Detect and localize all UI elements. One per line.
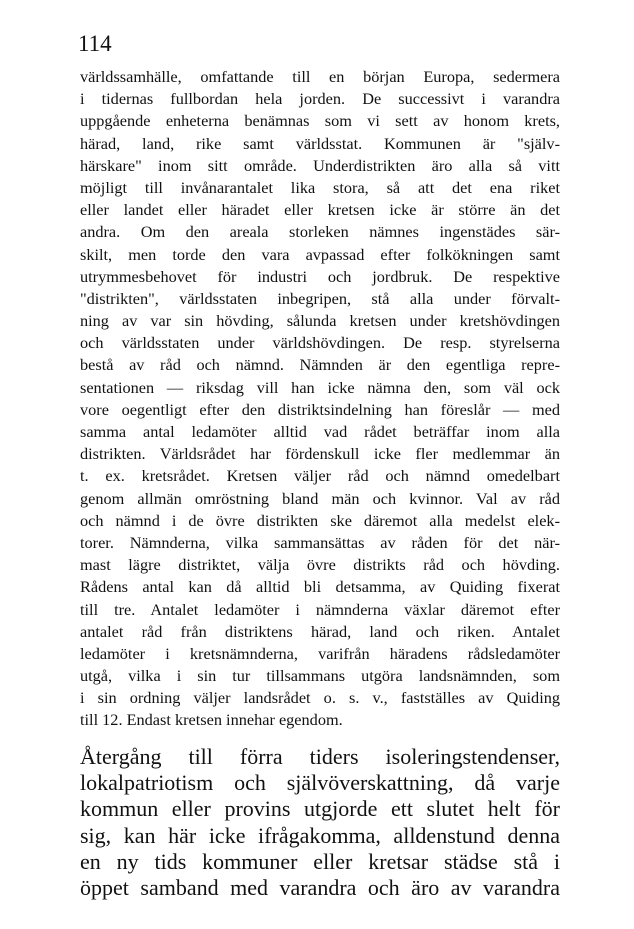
text-line: öppet samband med varandra och äro av varandra <box>80 874 560 900</box>
text-line: Rådens antal kan då alltid bli detsamma, av Quiding fixerat <box>80 577 560 597</box>
text-line: Återgång till förra tiders isoleringstendenser, <box>80 744 560 769</box>
text-line: antalet råd från distriktens härad, land och riken. Antalet <box>80 621 560 641</box>
text-line: utgå, vilka i sin tur tillsammans utgöra landsnämnden, som <box>80 666 560 686</box>
text-line: och världsstaten under världshövdingen. De resp. styrelserna <box>80 333 560 353</box>
text-line: uppgående enheterna benämnas som vi sett av honom krets, <box>80 111 560 131</box>
text-line: vore oegentligt efter den distriktsindelning han föreslår — med <box>80 399 560 419</box>
text-line: andra. Om den areala storleken nämnes ingenstädes sär- <box>80 222 560 242</box>
text-line: sig, kan här icke ifrågakomma, alldenstund denna <box>80 822 560 848</box>
text-line: kommun eller provins utgjorde ett slutet helt för <box>80 796 560 822</box>
text-line: ledamöter i kretsnämnderna, varifrån häradens rådsledamöter <box>80 643 560 663</box>
text-line: eller landet eller häradet eller kretsen icke är större än det <box>80 200 560 220</box>
text-line: härad, land, rike samt världsstat. Kommunen är "själv- <box>80 133 560 153</box>
text-line: skilt, men torde den vara avpassad efter folkökningen samt <box>80 244 560 264</box>
text-line: världssamhälle, omfattande till en början Europa, sedermera <box>80 67 560 86</box>
text-line: mast lägre distriktet, välja övre distrikts råd och hövding. <box>80 555 560 575</box>
text-line: en ny tids kommuner eller kretsar städse stå i <box>80 848 560 874</box>
text-line: t. ex. kretsrådet. Kretsen väljer råd och nämnd omedelbart <box>80 466 560 486</box>
text-line: "distrikten", världsstaten inbegripen, stå alla under förvalt- <box>80 288 560 308</box>
text-line: i tidernas fullbordan hela jorden. De successivt i varandra <box>80 89 560 109</box>
text-line: möjligt till invånarantalet lika stora, så att det ena riket <box>80 177 560 197</box>
text-line: till tre. Antalet ledamöter i nämnderna växlar däremot efter <box>80 599 560 619</box>
page-number: 114 <box>78 31 112 56</box>
text-line: ning av var sin hövding, sålunda kretsen under kretshövdingen <box>80 311 560 331</box>
text-line: och nämnd i de övre distrikten ske däremot alla medelst elek- <box>80 510 560 530</box>
text-line: samma antal ledamöter alltid vad rådet beträffar inom alla <box>80 422 560 441</box>
text-line: torer. Nämnderna, vilka sammansättas av råden för det när- <box>80 532 560 552</box>
text-line: lokalpatriotism och självöverskattning, då varje <box>80 770 560 796</box>
text-line: sentationen — riksdag vill han icke nämna den, som väl ock <box>80 377 560 397</box>
text-line: till 12. Endast kretsen innehar egendom. <box>80 710 343 730</box>
small-print-paragraph <box>80 66 560 732</box>
text-line: i sin ordning väljer landsrådet o. s. v., fastställes av Quiding <box>80 688 560 708</box>
text-line: utrymmesbehovet för industri och jordbruk. De respektive <box>80 266 560 286</box>
text-line: härskare" inom sitt område. Underdistrikten äro alla så vitt <box>80 155 560 175</box>
text-line: genom allmän omröstning bland män och kvinnor. Val av råd <box>80 488 560 508</box>
text-line: distrikten. Världsrådet har fördenskull icke fler medlemmar än <box>80 444 560 464</box>
text-line: bestå av råd och nämnd. Nämnden är den egentliga repre- <box>80 355 560 375</box>
large-print-paragraph <box>80 744 560 901</box>
